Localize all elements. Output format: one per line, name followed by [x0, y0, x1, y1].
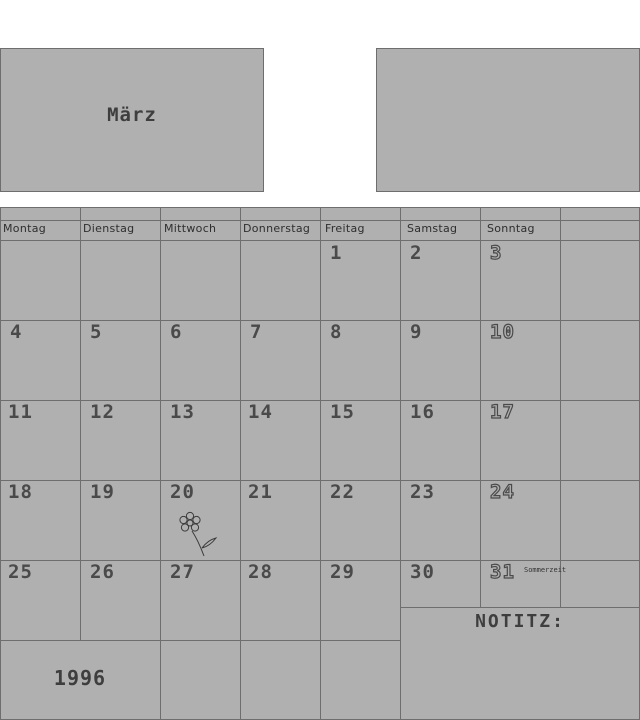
grid-line — [0, 207, 1, 720]
month-title: März — [107, 104, 157, 126]
weekday-header: Samstag — [407, 222, 458, 235]
day-number: 8 — [330, 321, 343, 343]
day-number: 25 — [8, 561, 33, 583]
day-number: 17 — [490, 401, 515, 423]
day-number: 19 — [90, 481, 115, 503]
day-number: 28 — [248, 561, 273, 583]
day-number: 5 — [90, 321, 103, 343]
day-number: 26 — [90, 561, 115, 583]
year-label: 1996 — [53, 666, 107, 690]
day-number: 18 — [8, 481, 33, 503]
day-number: 11 — [8, 401, 33, 423]
grid-line — [320, 207, 321, 720]
grid-line — [400, 607, 640, 608]
grid-line — [240, 207, 241, 720]
day-number: 9 — [410, 321, 423, 343]
day-number: 2 — [410, 242, 423, 264]
day-number: 22 — [330, 481, 355, 503]
day-number: 7 — [250, 321, 263, 343]
day-number: 16 — [410, 401, 435, 423]
weekday-header: Freitag — [325, 222, 365, 235]
day-number: 1 — [330, 242, 343, 264]
day-number: 3 — [490, 242, 503, 264]
day-number: 29 — [330, 561, 355, 583]
day-number: 10 — [490, 321, 515, 343]
image-placeholder-box — [376, 48, 640, 192]
weekday-header: Mittwoch — [164, 222, 217, 235]
grid-line — [400, 207, 401, 720]
grid-line — [0, 640, 400, 641]
weekday-header: Dienstag — [83, 222, 135, 235]
day-number: 24 — [490, 481, 515, 503]
grid-line — [560, 207, 561, 607]
day-number: 23 — [410, 481, 435, 503]
notes-label: NOTITZ: — [475, 611, 565, 632]
day-number: 31 — [490, 561, 515, 583]
day-number: 14 — [248, 401, 273, 423]
grid-line — [480, 207, 481, 607]
day-number: 15 — [330, 401, 355, 423]
grid-line — [160, 207, 161, 720]
weekday-header: Montag — [3, 222, 47, 235]
day-number: 21 — [248, 481, 273, 503]
day-number: 20 — [170, 481, 195, 503]
grid-line — [80, 207, 81, 640]
sommerzeit-note: Sommerzeit — [524, 566, 567, 574]
day-number: 27 — [170, 561, 195, 583]
day-number: 13 — [170, 401, 195, 423]
weekday-header: Sonntag — [487, 222, 535, 235]
flower-icon — [174, 510, 218, 558]
weekday-header: Donnerstag — [243, 222, 311, 235]
day-number: 6 — [170, 321, 183, 343]
day-number: 12 — [90, 401, 115, 423]
day-number: 30 — [410, 561, 435, 583]
day-number: 4 — [10, 321, 23, 343]
